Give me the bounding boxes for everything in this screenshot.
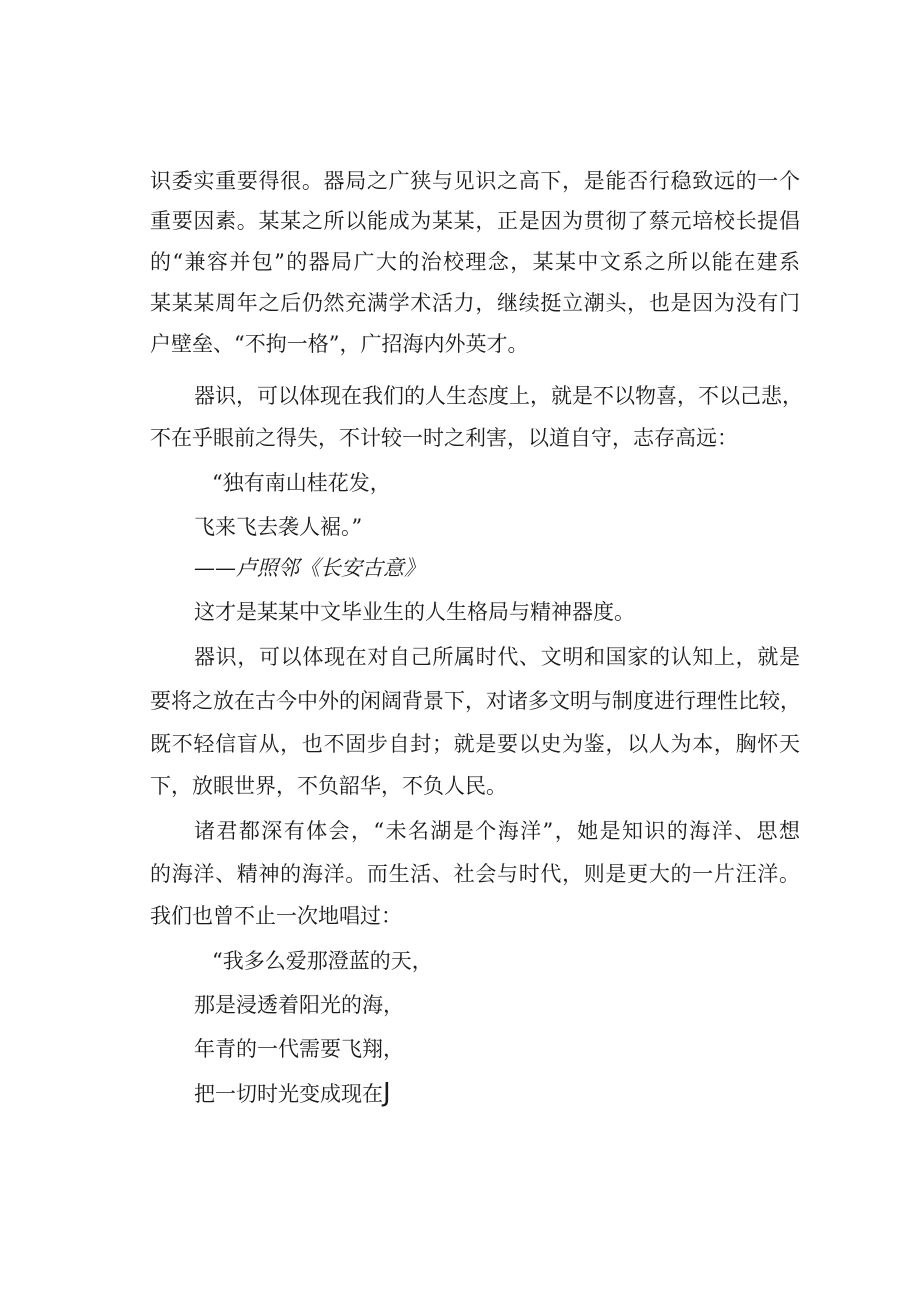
paragraph-line: 器识，可以体现在我们的人生态度上，就是不以物喜，不以己悲，: [194, 384, 803, 408]
paragraph-line: 要将之放在古今中外的闲阔背景下，对诸多文明与制度进行理性比较，: [150, 689, 801, 713]
paragraph-line: 我们也曾不止一次地唱过：: [150, 904, 402, 928]
paragraph-line: 的“兼容并包”的器局广大的治校理念，某某中文系之所以能在建系: [150, 250, 800, 274]
paragraph-line: 重要因素。某某之所以能成为某某，正是因为贯彻了蔡元培校长提倡: [150, 209, 800, 233]
poem-line: [194, 1078, 391, 1109]
poem-line: 飞来飞去袭人裾。”: [194, 515, 363, 539]
paragraph-line: 户壁垒、“不拘一格”，广招海内外英才。: [150, 332, 529, 356]
poem-line: 年青的一代需要飞翔，: [194, 1037, 404, 1061]
poem-line: “我多么爱那澄蓝的天，: [212, 949, 433, 973]
paragraph-line: 某某某周年之后仍然充满学术活力，继续挺立潮头，也是因为没有门: [150, 291, 800, 315]
trailing-glyph: J: [383, 1078, 391, 1108]
paragraph-line: 这才是某某中文毕业生的人生格局与精神器度。: [194, 600, 635, 624]
paragraph-line: 诸君都深有体会，“未名湖是个海洋”，她是知识的海洋、思想: [194, 819, 800, 843]
paragraph-line: 不在乎眼前之得失，不计较一时之利害，以道自守，志存高远：: [150, 426, 738, 450]
poem-line-text: 把一切时光变成现在: [194, 1082, 383, 1106]
poem-line: 那是浸透着阳光的海，: [194, 993, 404, 1017]
poem-attribution: ——卢照邻《长安古意》: [194, 556, 425, 580]
paragraph-line: 下，放眼世界，不负韶华，不负人民。: [150, 774, 507, 798]
poem-line: “独有南山桂花发，: [212, 471, 391, 495]
paragraph-line: 识委实重要得很。器局之广狭与见识之高下，是能否行稳致远的一个: [150, 169, 800, 193]
paragraph-line: 器识，可以体现在对自己所属时代、文明和国家的认知上，就是: [194, 645, 800, 669]
paragraph-line: 既不轻信盲从，也不固步自封；就是要以史为鉴，以人为本，胸怀天: [150, 732, 800, 756]
paragraph-line: 的海洋、精神的海洋。而生活、社会与时代，则是更大的一片汪洋。: [150, 862, 800, 886]
